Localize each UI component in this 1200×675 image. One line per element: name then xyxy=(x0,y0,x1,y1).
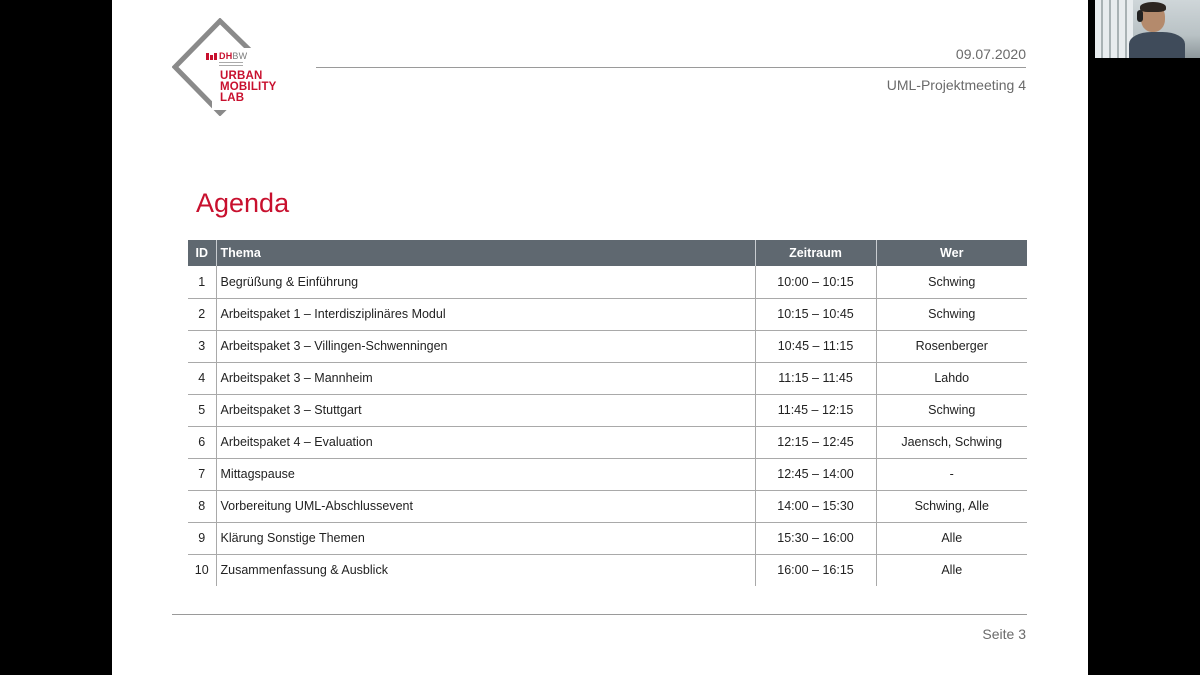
table-row xyxy=(188,298,1027,330)
presentation-slide xyxy=(112,0,1088,675)
urban-mobility-lab-logo xyxy=(172,18,284,116)
cell-zeitraum: 10:15 – 10:45 xyxy=(755,298,876,330)
cell-wer: Schwing xyxy=(876,298,1027,330)
cell-zeitraum: 10:00 – 10:15 xyxy=(755,266,876,298)
table-row xyxy=(188,266,1027,298)
cell-zeitraum: 11:45 – 12:15 xyxy=(755,394,876,426)
cell-id: 8 xyxy=(188,490,216,522)
cell-thema: Arbeitspaket 3 – Mannheim xyxy=(216,362,755,394)
cell-zeitraum: 12:15 – 12:45 xyxy=(755,426,876,458)
cell-id: 3 xyxy=(188,330,216,362)
cell-id: 1 xyxy=(188,266,216,298)
table-row xyxy=(188,394,1027,426)
logo-subtitle-lines xyxy=(219,62,243,66)
cell-id: 7 xyxy=(188,458,216,490)
table-row xyxy=(188,490,1027,522)
cell-wer: - xyxy=(876,458,1027,490)
table-row xyxy=(188,330,1027,362)
cell-wer: Rosenberger xyxy=(876,330,1027,362)
agenda-table xyxy=(188,240,1027,586)
slide-date: 09.07.2020 xyxy=(955,46,1026,62)
table-row xyxy=(188,554,1027,586)
cell-zeitraum: 16:00 – 16:15 xyxy=(755,554,876,586)
cell-wer: Schwing, Alle xyxy=(876,490,1027,522)
cell-wer: Schwing xyxy=(876,394,1027,426)
slide-title: Agenda xyxy=(196,188,290,218)
logo-line-3: LAB xyxy=(220,92,245,104)
logo-line-2: MOBILITY xyxy=(220,81,277,93)
cell-zeitraum: 15:30 – 16:00 xyxy=(755,522,876,554)
cell-zeitraum: 12:45 – 14:00 xyxy=(755,458,876,490)
cell-wer: Schwing xyxy=(876,266,1027,298)
table-row xyxy=(188,458,1027,490)
col-header-thema: Thema xyxy=(216,240,755,266)
cell-wer: Lahdo xyxy=(876,362,1027,394)
cell-id: 10 xyxy=(188,554,216,586)
cell-thema: Mittagspause xyxy=(216,458,755,490)
logo-line-1: URBAN xyxy=(220,70,263,82)
cell-thema: Arbeitspaket 4 – Evaluation xyxy=(216,426,755,458)
webcam-person-hair xyxy=(1140,2,1166,12)
cell-zeitraum: 14:00 – 15:30 xyxy=(755,490,876,522)
col-header-zeitraum: Zeitraum xyxy=(755,240,876,266)
cell-thema: Arbeitspaket 3 – Stuttgart xyxy=(216,394,755,426)
cell-id: 5 xyxy=(188,394,216,426)
cell-thema: Arbeitspaket 1 – Interdisziplinäres Modul xyxy=(216,298,755,330)
cell-thema: Klärung Sonstige Themen xyxy=(216,522,755,554)
cell-wer: Alle xyxy=(876,522,1027,554)
webcam-background xyxy=(1095,0,1133,58)
cell-zeitraum: 11:15 – 11:45 xyxy=(755,362,876,394)
webcam-person-body xyxy=(1129,32,1185,58)
headset-icon xyxy=(1137,10,1143,22)
cell-thema: Arbeitspaket 3 – Villingen-Schwenningen xyxy=(216,330,755,362)
cell-thema: Vorbereitung UML-Abschlussevent xyxy=(216,490,755,522)
table-row xyxy=(188,522,1027,554)
table-row xyxy=(188,426,1027,458)
header-divider xyxy=(316,67,1026,68)
dhbw-mark-icon xyxy=(206,53,217,60)
cell-zeitraum: 10:45 – 11:15 xyxy=(755,330,876,362)
cell-thema: Zusammenfassung & Ausblick xyxy=(216,554,755,586)
agenda-header-row xyxy=(188,240,1027,266)
col-header-id: ID xyxy=(188,240,216,266)
cell-wer: Alle xyxy=(941,563,963,578)
cell-thema: Begrüßung & Einführung xyxy=(216,266,755,298)
cell-id: 6 xyxy=(188,426,216,458)
webcam-thumbnail[interactable] xyxy=(1095,0,1200,58)
page-number: Seite 3 xyxy=(982,626,1026,642)
cell-wer: Jaensch, Schwing xyxy=(876,426,1027,458)
footer-divider xyxy=(172,614,1027,615)
table-row xyxy=(188,362,1027,394)
cell-id: 9 xyxy=(188,522,216,554)
meeting-title: UML-Projektmeeting 4 xyxy=(886,77,1026,93)
cell-id: 4 xyxy=(188,362,216,394)
col-header-wer: Wer xyxy=(876,240,1027,266)
logo-dhbw: DHBW xyxy=(219,51,248,61)
cell-id: 2 xyxy=(188,298,216,330)
